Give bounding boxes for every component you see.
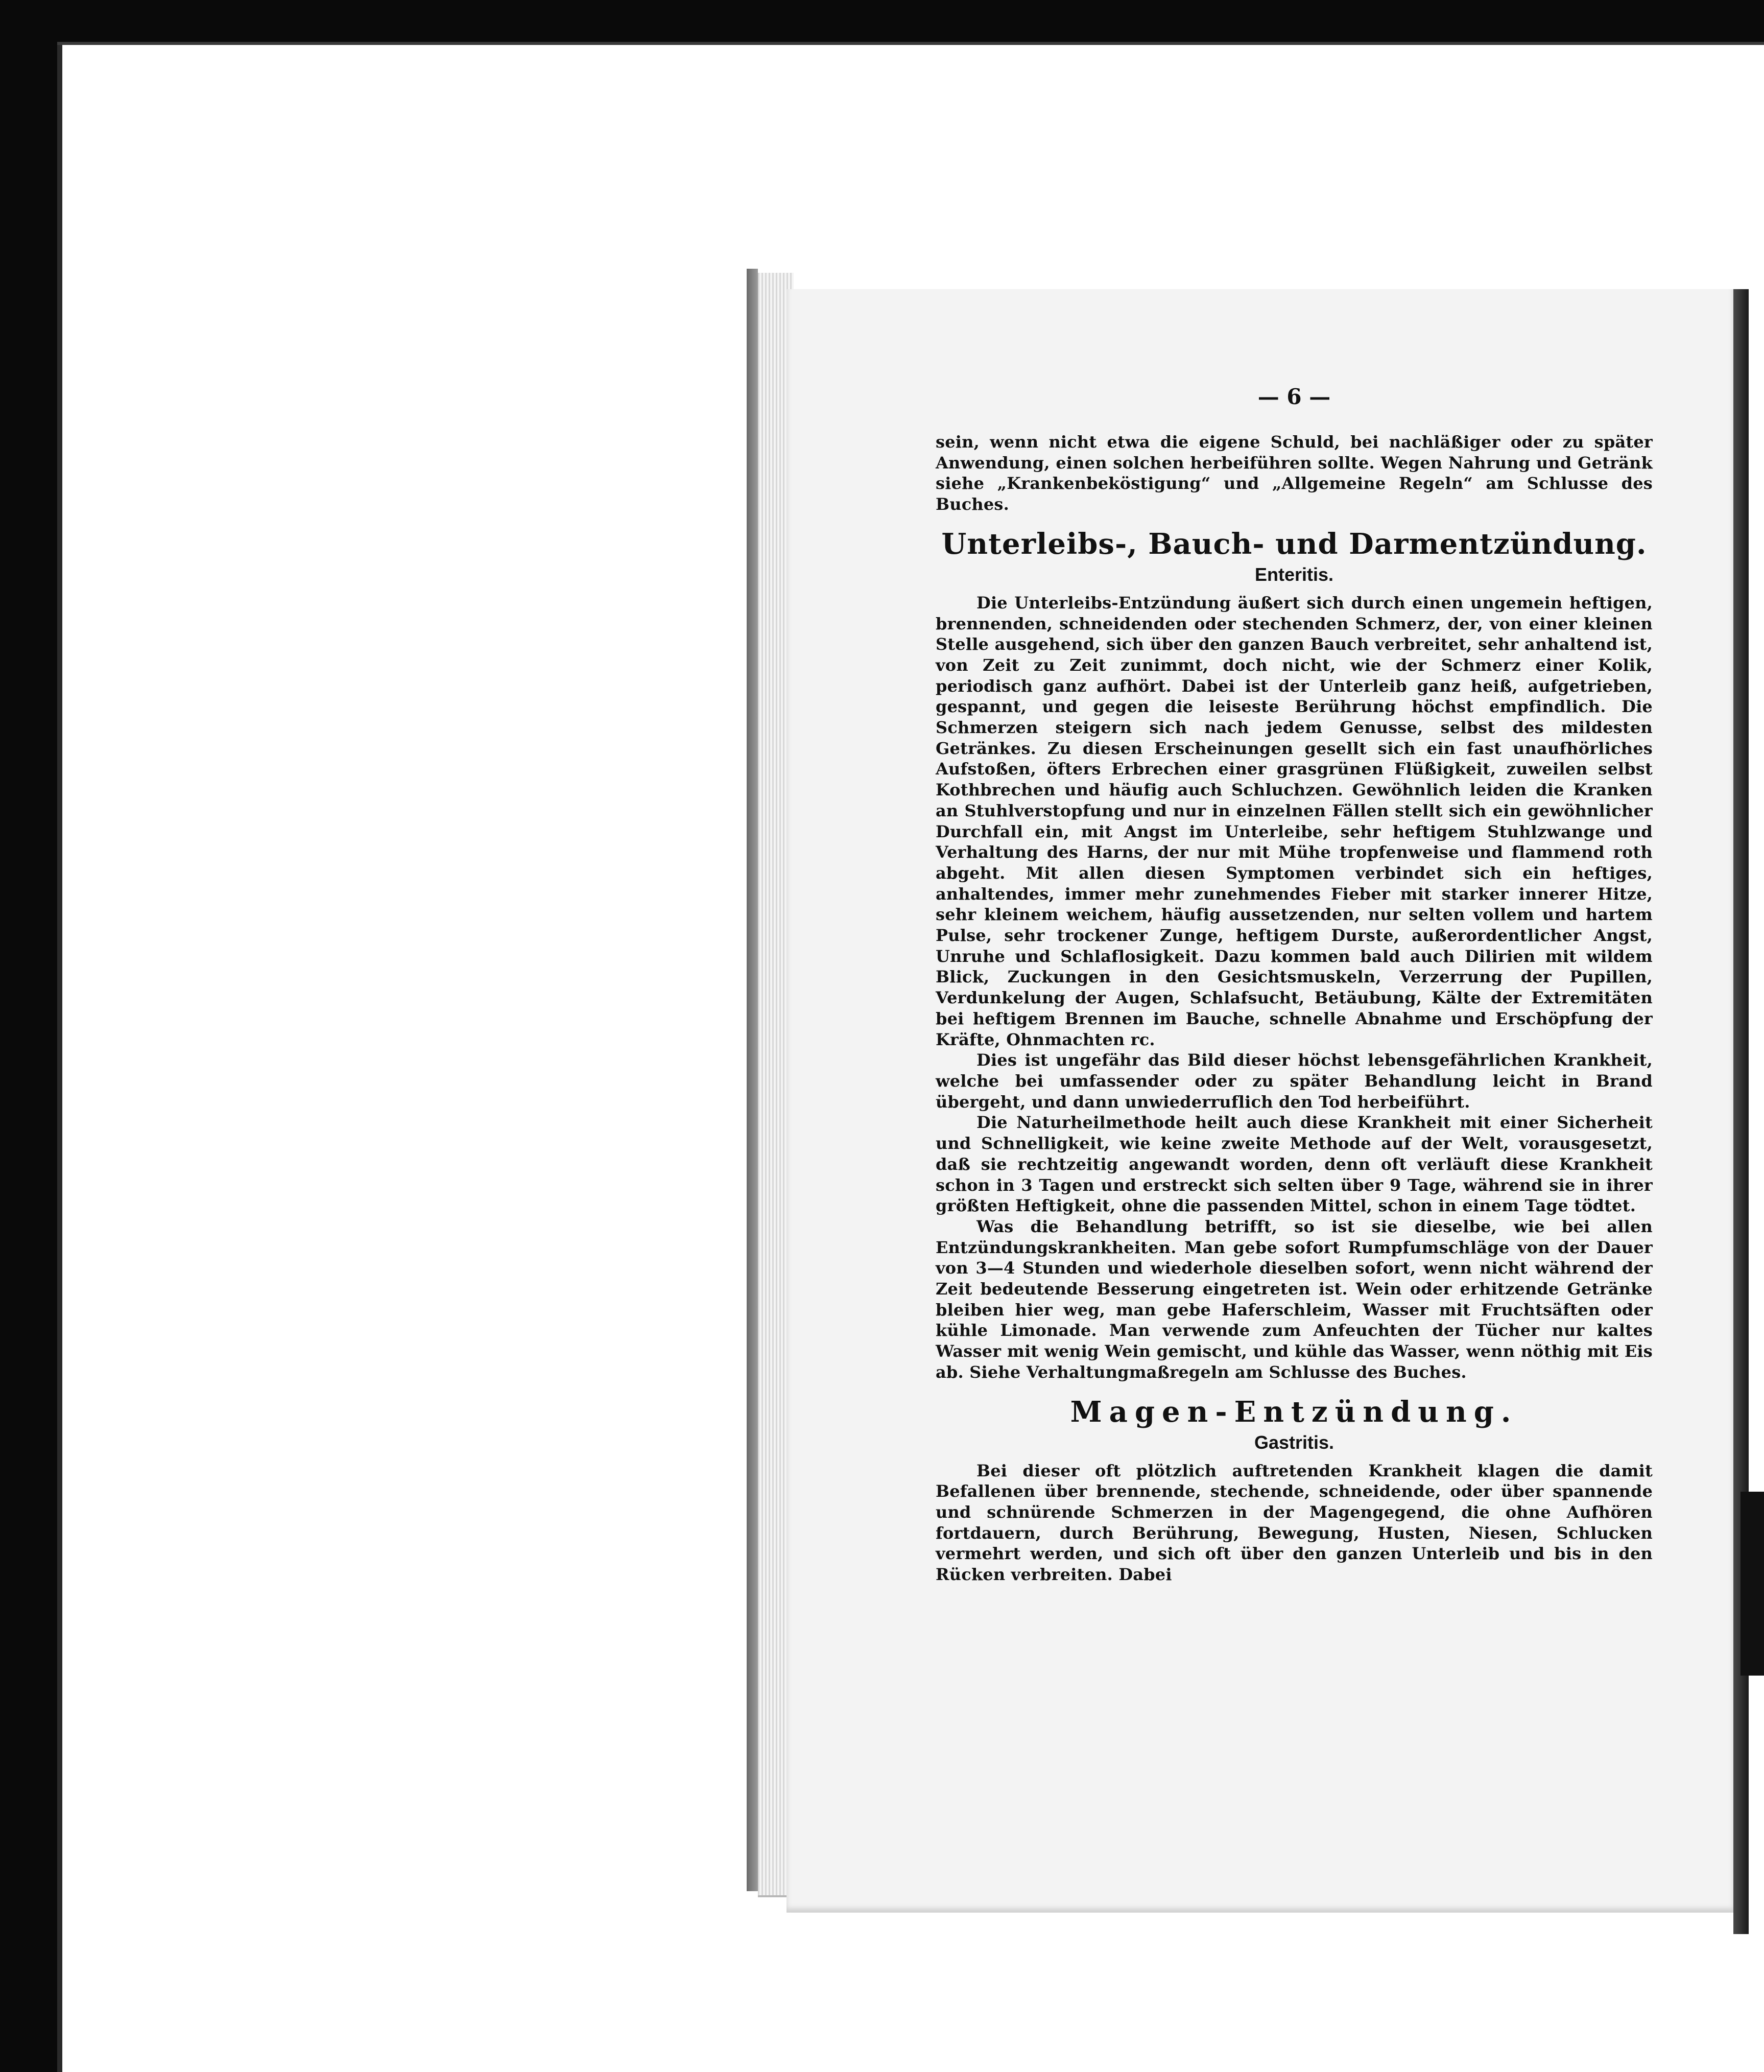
book-right-edge (1733, 289, 1749, 1934)
paragraph: Die Naturheilmethode heilt auch diese Krankheit mit einer Sicherheit und Schnelligkeit, wie keine zweite Methode auf der Welt, vorausgesetzt, daß sie rechtzeitig angewandt worden, denn oft verläuft diese Krankheit schon in 3 Tagen und erstreckt sich selten über 9 Tage, während sie in ihrer größten Heftigkeit, ohne die passenden Mittel, schon in einem Tage tödtet. (936, 1113, 1653, 1216)
scan-mark (1741, 1492, 1764, 1676)
paragraph: Dies ist ungefähr das Bild dieser höchst lebensgefährlichen Krankheit, welche bei umfassender oder zu später Behandlung leicht in Brand übergeht, und dann unwiederruflich den Tod herbeiführt. (936, 1050, 1653, 1112)
section-subtitle-enteritis: Enteritis. (1254, 563, 1334, 585)
paragraph: Bei dieser oft plötzlich auftretenden Krankheit klagen die damit Befallenen über brennende, stechende, schneidende, oder über spannende und schnürende Schmerzen in der Magengegend, die ohne Aufhören fortdauern, durch Berührung, Bewegung, Husten, Niesen, Schlucken vermehrt werden, und sich oft über den ganzen Unterleib und bis in den Rücken verbreiten. Dabei (936, 1461, 1653, 1585)
page-number: — 6 — (1257, 384, 1331, 409)
scan-border-left (0, 0, 57, 2072)
opening-paragraph: sein, wenn nicht etwa die eigene Schuld, bei nachläßiger oder zu später Anwendung, einen solchen herbeiführen sollte. Wegen Nahrung und Getränk siehe „Krankenbeköstigung“ und „Allgemeine Regeln“ am Schlusse des Buches. (936, 432, 1653, 514)
scan-border-top (0, 0, 1764, 42)
scan-border-top-inner (57, 42, 1764, 45)
section-title-gastritis: Magen-Entzündung. (1070, 1395, 1518, 1429)
scan-border-left-inner (57, 42, 62, 2072)
section-title-enteritis: Unterleibs-, Bauch- und Darmentzündung. (941, 527, 1647, 561)
book-spine (747, 269, 758, 1891)
paragraph: Die Unterleibs-Entzündung äußert sich durch einen ungemein heftigen, brennenden, schneidenden oder stechenden Schmerz, der, von einer kleinen Stelle ausgehend, sich über den ganzen Bauch verbreitet, sehr anhaltend ist, von Zeit zu Zeit zunimmt, doch nicht, wie der Schmerz einer Kolik, periodisch ganz aufhört. Dabei ist der Unterleib ganz heiß, aufgetrieben, gespannt, und gegen die leiseste Berührung höchst empfindlich. Die Schmerzen steigern sich nach jedem Genusse, selbst des mildesten Getränkes. Zu diesen Erscheinungen gesellt sich ein fast unaufhörliches Aufstoßen, öfters Erbrechen einer grasgrünen Flüßigkeit, zuweilen selbst Kothbrechen und häufig auch Schluchzen. Gewöhnlich leiden die Kranken an Stuhlverstopfung und nur in einzelnen Fällen stellt sich ein gewöhnlicher Durchfall ein, mit Angst im Unterleibe, sehr heftigem Stuhlzwange und Verhaltung des Harns, der nur mit Mühe tropfenweise und flammend roth abgeht. Mit allen diesen Symptomen verbindet sich ein heftiges, anhaltendes, immer mehr zunehmendes Fieber mit starker innerer Hitze, sehr kleinem weichem, häufig aussetzenden, nur selten vollem und hartem Pulse, sehr trockener Zunge, heftigem Durste, außerordentlicher Angst, Unruhe und Schlaflosigkeit. Dazu kommen bald auch Dilirien mit wildem Blick, Zuckungen in den Gesichtsmuskeln, Verzerrung der Pupillen, Verdunkelung der Augen, Schlafsucht, Betäubung, Kälte der Extremitäten bei heftigem Brennen im Bauche, schnelle Abnahme und Erschöpfung der Kräfte, Ohnmachten rc. (936, 593, 1653, 1049)
paragraph: Was die Behandlung betrifft, so ist sie dieselbe, wie bei allen Entzündungskrankheiten. Man gebe sofort Rumpfumschläge von der Dauer von 3—4 Stunden und wiederhole dieselben sofort, wenn nicht während der Zeit bedeutende Besserung eingetreten ist. Wein oder erhitzende Getränke bleiben hier weg, man gebe Haferschleim, Wasser mit Fruchtsäften oder kühle Limonade. Man verwende zum Anfeuchten der Tücher nur kaltes Wasser mit wenig Wein gemischt, und kühle das Wasser, wenn nöthig mit Eis ab. Siehe Verhaltungmaßregeln am Schlusse des Buches. (936, 1216, 1653, 1382)
section-subtitle-gastritis: Gastritis. (1254, 1431, 1334, 1453)
page-text-block (936, 384, 1653, 1646)
